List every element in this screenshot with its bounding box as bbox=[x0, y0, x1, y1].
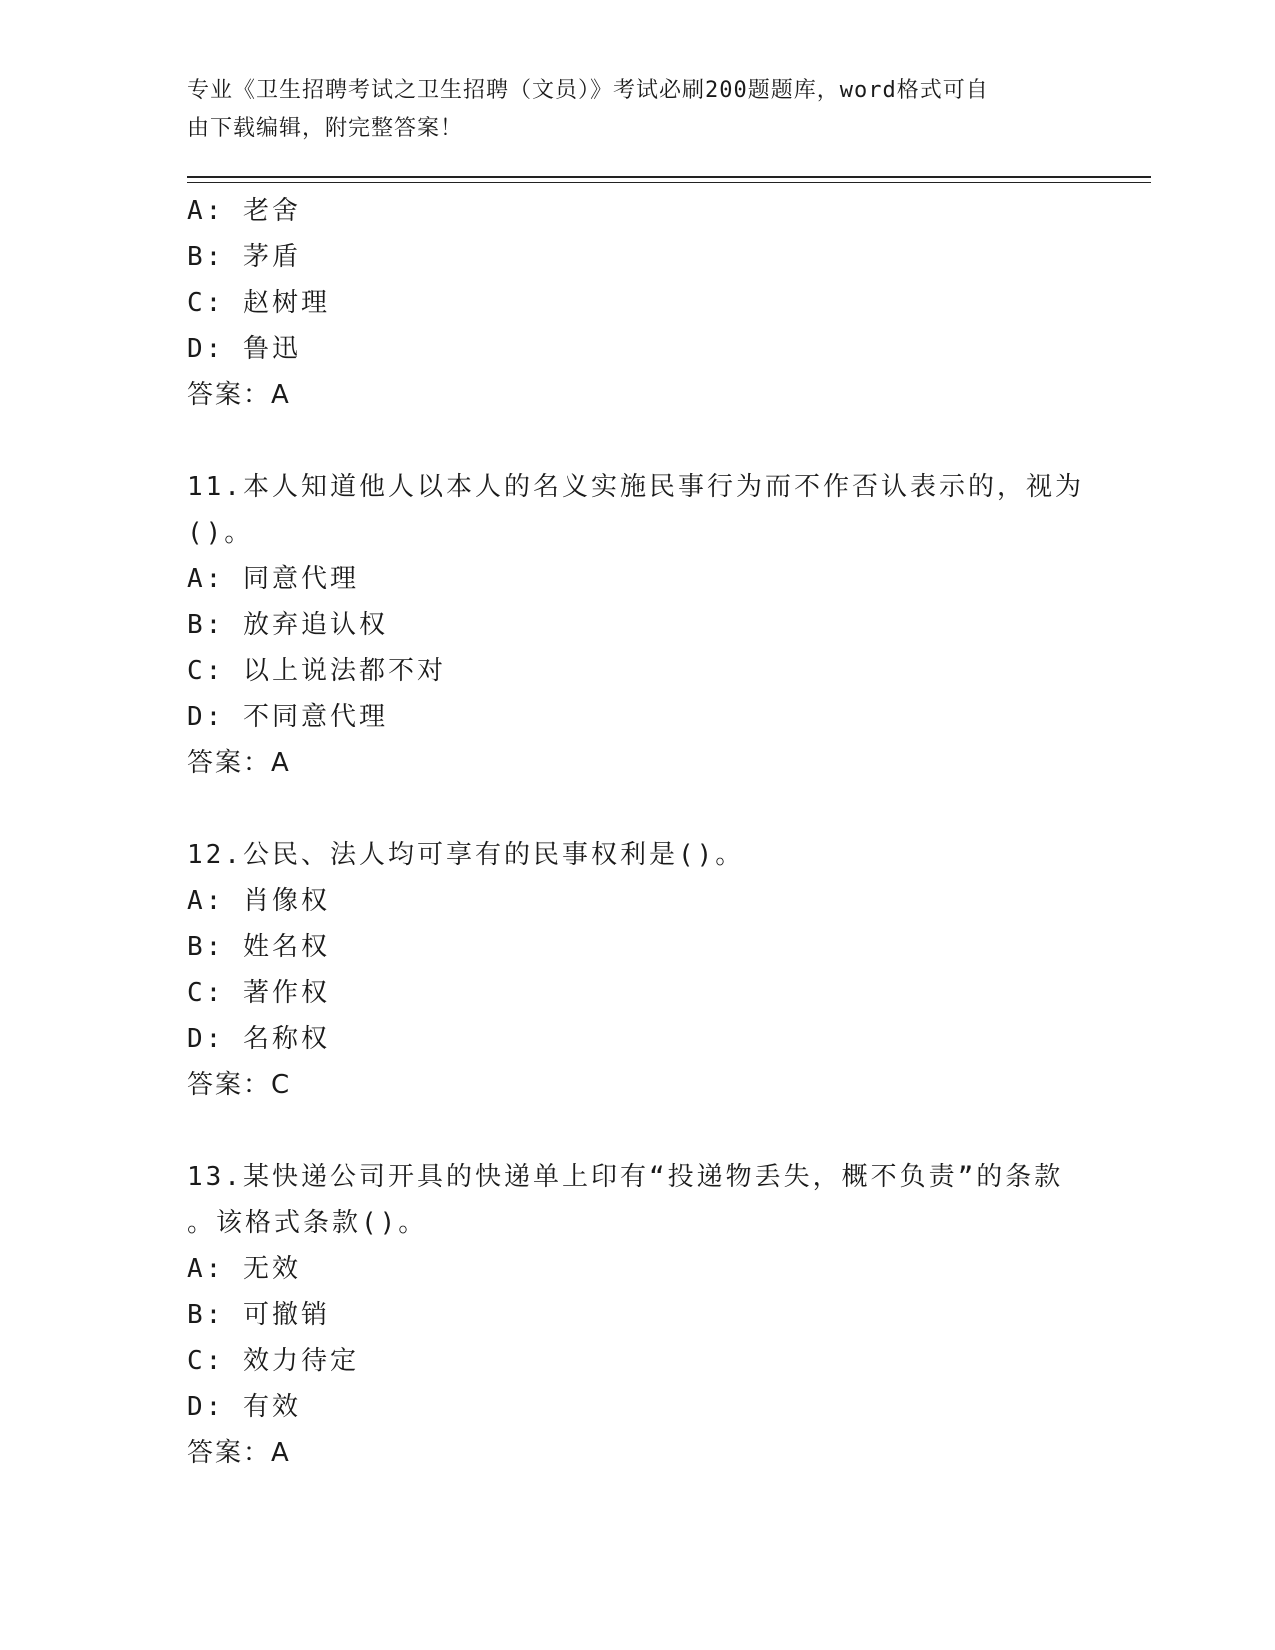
question-12-text bbox=[187, 832, 1087, 878]
header-rule-thick bbox=[187, 176, 1151, 178]
answer-line: 答案：A bbox=[187, 748, 291, 778]
question-10-block bbox=[187, 188, 1087, 418]
question-11-text bbox=[187, 464, 1087, 556]
option-b: B: 可撤销 bbox=[187, 1300, 330, 1330]
option-b: B: 放弃追认权 bbox=[187, 610, 388, 640]
question-12-block bbox=[187, 832, 1087, 1108]
option-d: D: 有效 bbox=[187, 1392, 301, 1422]
option-a: A: 无效 bbox=[187, 1254, 301, 1284]
option-c: C: 以上说法都不对 bbox=[187, 656, 446, 686]
header-line-1: 专业《卫生招聘考试之卫生招聘（文员）》考试必刷200题题库，word格式可自 bbox=[187, 78, 989, 103]
option-c: C: 著作权 bbox=[187, 978, 330, 1008]
answer-line: 答案：C bbox=[187, 1070, 292, 1100]
question-13-block bbox=[187, 1154, 1087, 1476]
option-d: D: 鲁迅 bbox=[187, 334, 301, 364]
header-rule-thin bbox=[187, 182, 1151, 183]
option-d: D: 不同意代理 bbox=[187, 702, 388, 732]
option-a: A: 老舍 bbox=[187, 196, 301, 226]
option-b: B: 茅盾 bbox=[187, 242, 301, 272]
option-a: A: 肖像权 bbox=[187, 886, 330, 916]
question-12-line-1: 12.公民、法人均可享有的民事权利是()。 bbox=[187, 840, 745, 870]
question-11-line-1: 11.本人知道他人以本人的名义实施民事行为而不作否认表示的，视为 bbox=[187, 472, 1084, 502]
option-c: C: 效力待定 bbox=[187, 1346, 359, 1376]
answer-line: 答案：A bbox=[187, 1438, 291, 1468]
document-header bbox=[187, 72, 1067, 148]
question-13-line-2: 。该格式条款()。 bbox=[187, 1208, 428, 1238]
question-11-line-2: ()。 bbox=[187, 518, 254, 548]
option-d: D: 名称权 bbox=[187, 1024, 330, 1054]
option-b: B: 姓名权 bbox=[187, 932, 330, 962]
answer-line: 答案：A bbox=[187, 380, 291, 410]
question-11-block bbox=[187, 464, 1087, 786]
question-13-line-1: 13.某快递公司开具的快递单上印有“投递物丢失，概不负责”的条款 bbox=[187, 1162, 1064, 1192]
question-13-text bbox=[187, 1154, 1087, 1246]
question-list bbox=[187, 188, 1087, 1476]
option-a: A: 同意代理 bbox=[187, 564, 359, 594]
header-line-2: 由下载编辑，附完整答案！ bbox=[187, 116, 464, 141]
option-c: C: 赵树理 bbox=[187, 288, 330, 318]
